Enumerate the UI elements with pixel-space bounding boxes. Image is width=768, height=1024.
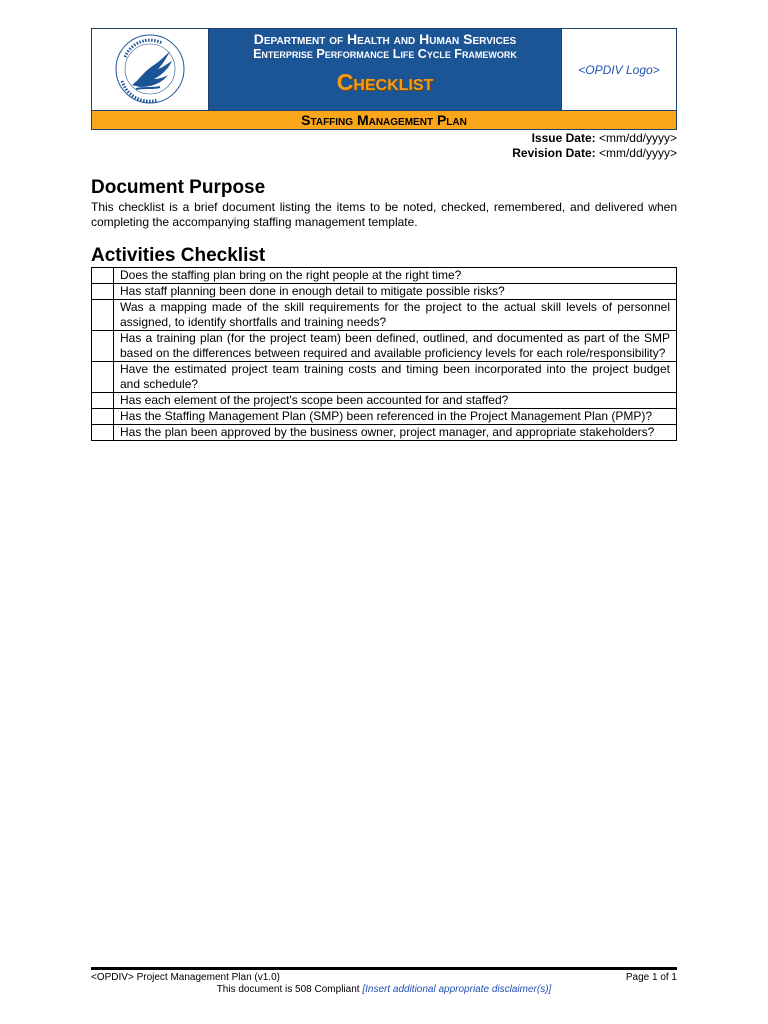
activities-heading: Activities Checklist: [91, 245, 266, 266]
checkbox[interactable]: [92, 300, 114, 331]
title-block: [209, 29, 561, 110]
document-subtitle: Staffing Management Plan: [92, 110, 676, 129]
table-row: [92, 268, 677, 284]
disclaimer-placeholder: [Insert additional appropriate disclaimer(s)]: [362, 984, 552, 995]
revision-date: Revision Date: <mm/dd/yyyy>: [512, 146, 677, 160]
compliance-text: This document is 508 Compliant: [216, 984, 360, 995]
checkbox[interactable]: [92, 268, 114, 284]
footer-divider: [91, 967, 677, 970]
table-row: [92, 409, 677, 425]
checkbox[interactable]: [92, 362, 114, 393]
checklist-item: Has the Staffing Management Plan (SMP) been referenced in the Project Management Plan (PMP)?: [114, 409, 677, 425]
checkbox[interactable]: [92, 331, 114, 362]
checkbox[interactable]: [92, 393, 114, 409]
header-banner: [91, 28, 677, 130]
table-row: [92, 425, 677, 441]
checkbox[interactable]: [92, 425, 114, 441]
checkbox[interactable]: [92, 409, 114, 425]
checklist-item: Has staff planning been done in enough detail to mitigate possible risks?: [114, 284, 677, 300]
activities-table: [91, 267, 677, 441]
table-row: [92, 393, 677, 409]
department-name: Department of Health and Human Services: [253, 31, 517, 47]
checklist-item: Was a mapping made of the skill requirements for the project to the actual skill levels of personnel assigned, to identify shortfalls and training needs?: [114, 300, 677, 331]
date-block: [512, 131, 677, 161]
table-row: [92, 300, 677, 331]
checklist-item: Has each element of the project's scope been accounted for and staffed?: [114, 393, 677, 409]
framework-name: Enterprise Performance Life Cycle Framework: [253, 47, 517, 61]
checklist-item: Have the estimated project team training costs and timing been incorporated into the project budget and schedule?: [114, 362, 677, 393]
checklist-item: Does the staffing plan bring on the right people at the right time?: [114, 268, 677, 284]
hhs-seal-icon: [92, 29, 208, 109]
footer-doc-name: <OPDIV> Project Management Plan (v1.0): [91, 972, 280, 983]
checkbox[interactable]: [92, 284, 114, 300]
footer-compliance: [0, 984, 768, 995]
doc-type-title: Checklist: [336, 69, 434, 95]
table-row: [92, 284, 677, 300]
checklist-item: Has a training plan (for the project team) been defined, outlined, and documented as part of the SMP based on the differences between required and available proficiency levels for each role/responsibility?: [114, 331, 677, 362]
checklist-item: Has the plan been approved by the business owner, project manager, and appropriate stakeholders?: [114, 425, 677, 441]
table-row: [92, 362, 677, 393]
table-row: [92, 331, 677, 362]
purpose-text: This checklist is a brief document listing the items to be noted, checked, remembered, and delivered when completing the accompanying staffing management template.: [91, 200, 677, 229]
opdiv-logo-placeholder: <OPDIV Logo>: [561, 29, 676, 110]
issue-date: Issue Date: <mm/dd/yyyy>: [531, 131, 677, 145]
footer-page-number: Page 1 of 1: [625, 972, 677, 983]
hhs-seal: [92, 29, 209, 110]
purpose-heading: Document Purpose: [91, 177, 266, 198]
